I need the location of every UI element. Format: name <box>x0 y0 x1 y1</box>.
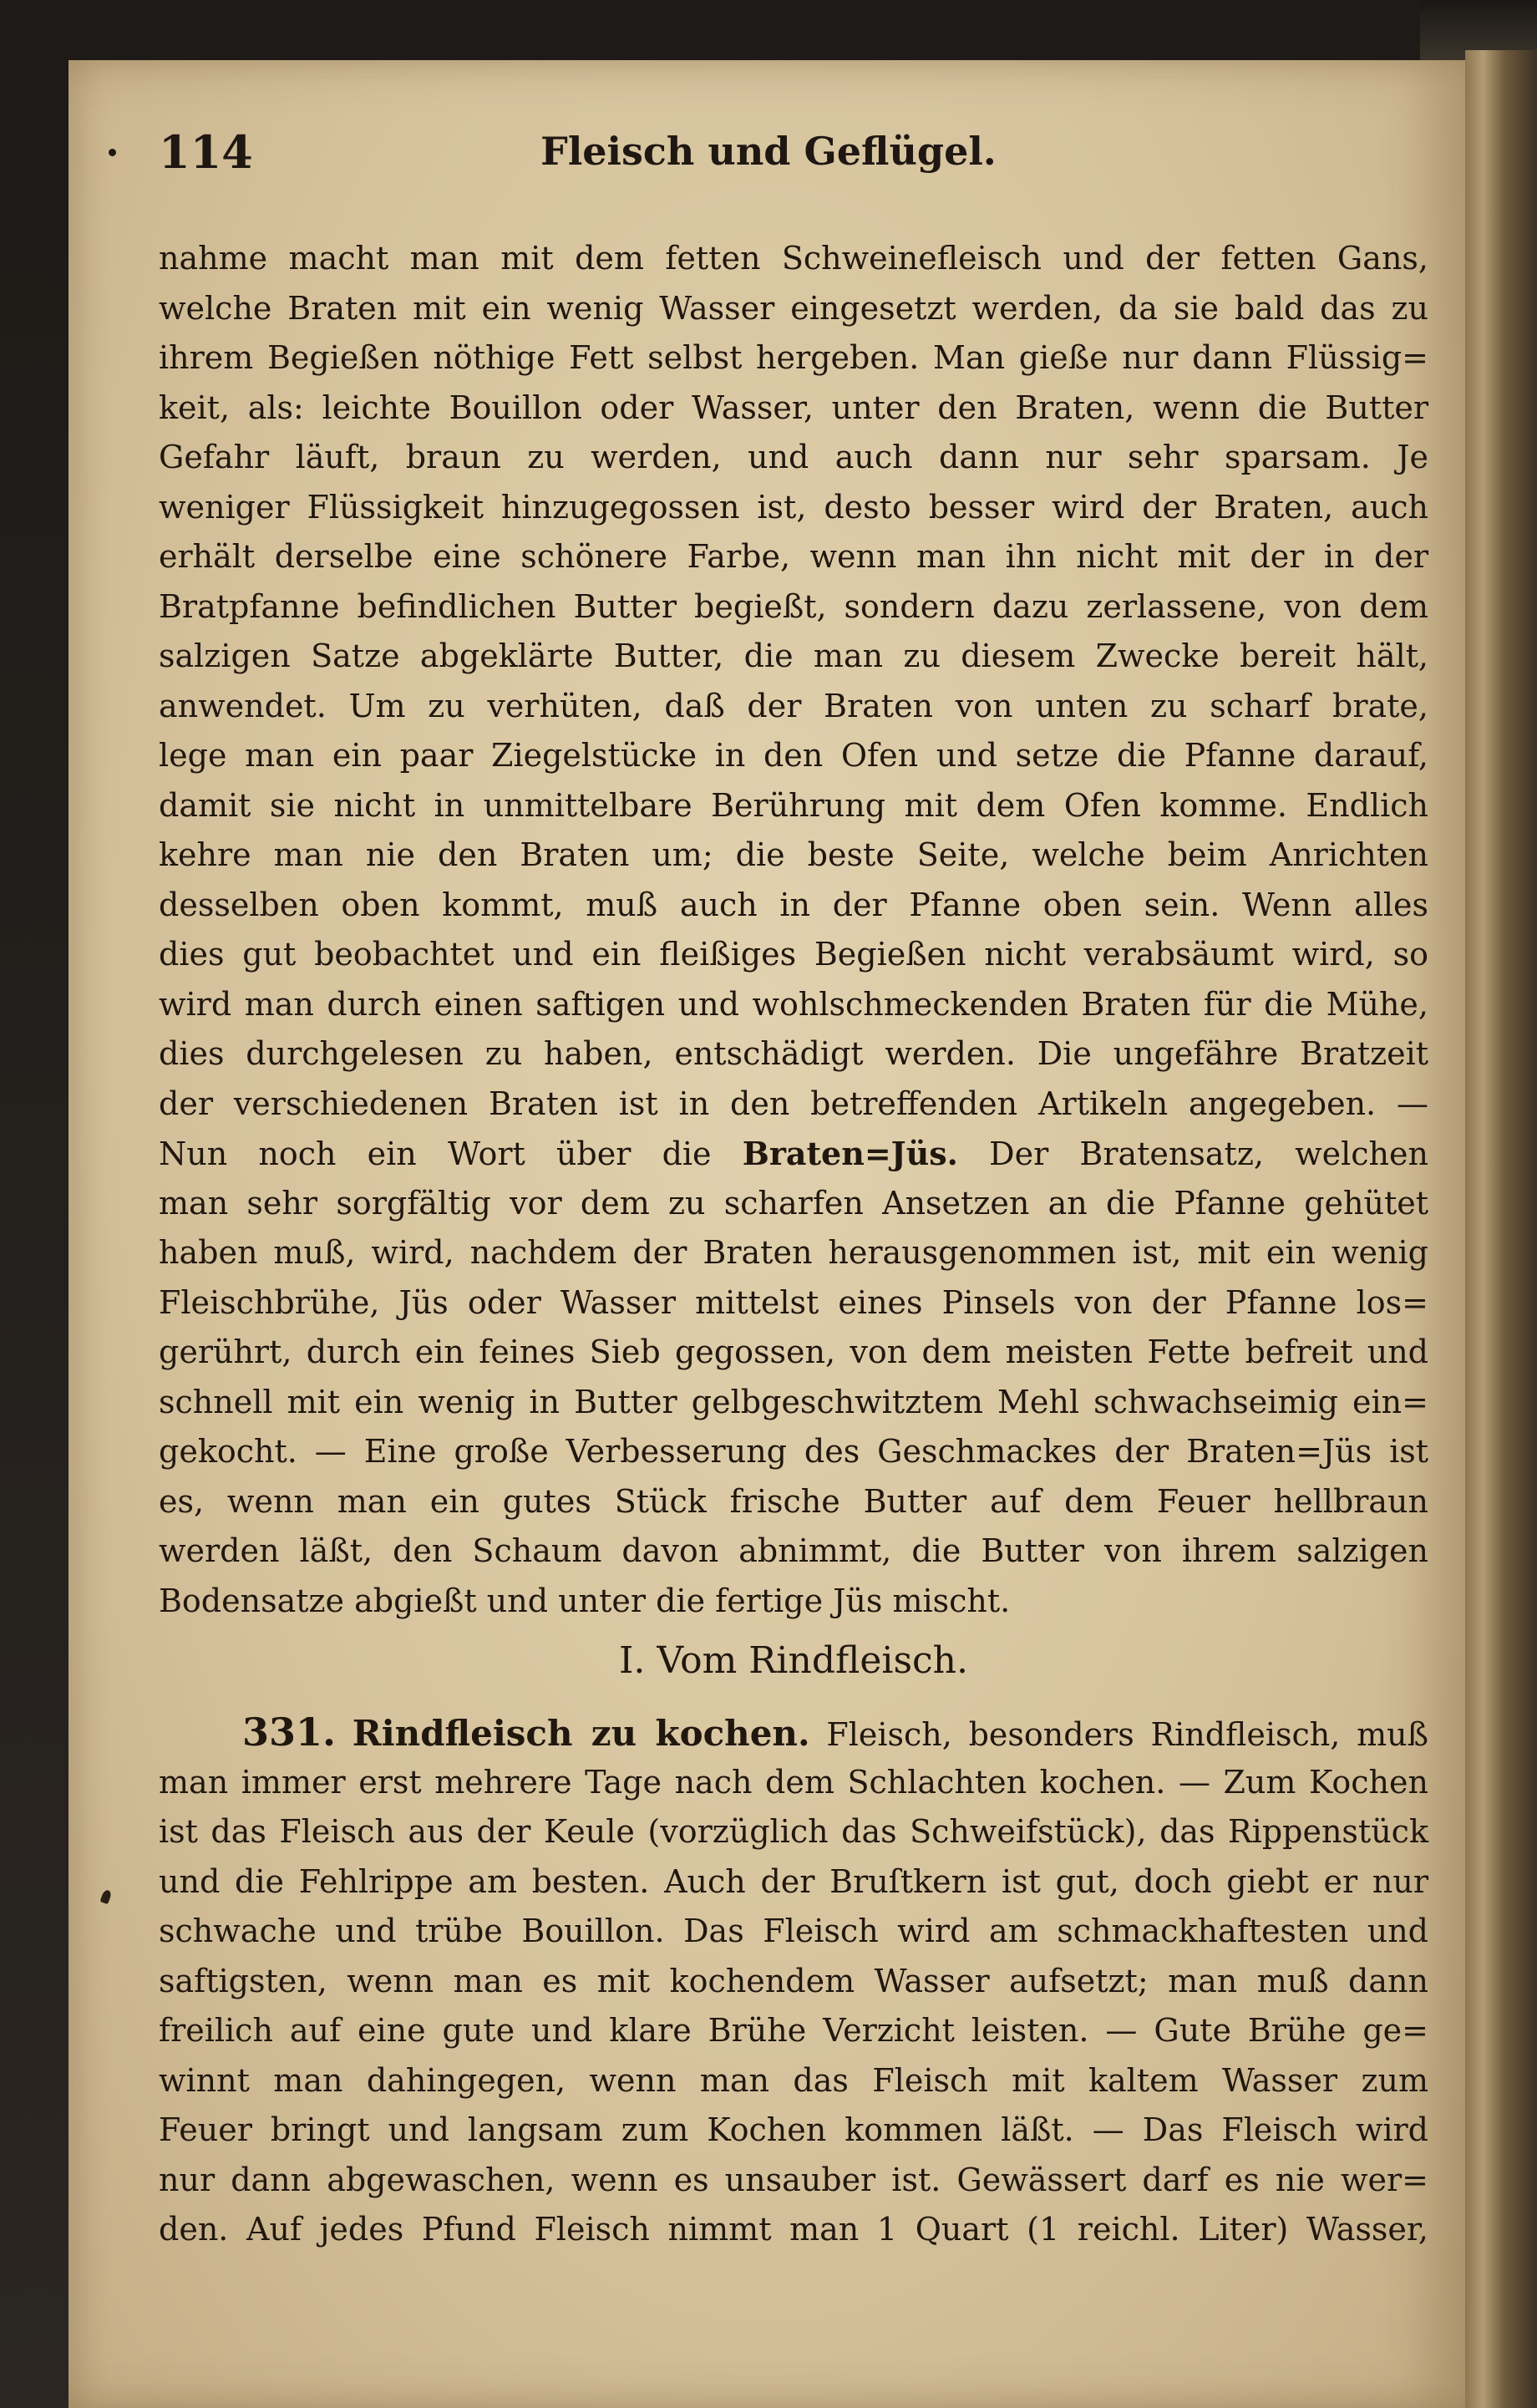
page-number: 114 <box>159 125 253 179</box>
text-line: keit, als: leichte Bouillon oder Wasser, unter den Braten, wenn die Butter <box>159 389 1428 426</box>
text-line: es, wenn man ein gutes Stück frische Butter auf dem Feuer hellbraun <box>159 1482 1428 1520</box>
text-line-jues <box>159 1129 1428 1179</box>
text-line: schnell mit ein wenig in Butter gelbgeschwitztem Mehl schwachseimig ein= <box>159 1383 1428 1420</box>
jues-term: Braten=Jüs. <box>742 1135 958 1172</box>
text-line: dies gut beobachtet und ein fleißiges Begießen nicht verabsäumt wird, so <box>159 936 1428 973</box>
jues-line-before: Nun noch ein Wort über die <box>159 1135 712 1172</box>
text-line: man immer erst mehrere Tage nach dem Schlachten kochen. — Zum Kochen <box>159 1763 1428 1801</box>
text-line: saftigsten, wenn man es mit kochendem Wasser aufsetzt; man muß dann <box>159 1962 1428 1999</box>
text-line: der verschiedenen Braten ist in den betreffenden Artikeln angegeben. — <box>159 1085 1428 1122</box>
page-header <box>159 125 1428 184</box>
body-text <box>159 234 1428 1626</box>
text-line: gekocht. — Eine große Verbesserung des Geschmackes der Braten=Jüs ist <box>159 1433 1428 1470</box>
section-heading: I. Vom Rindfleisch. <box>619 1639 968 1682</box>
book-page-edge <box>1465 50 1537 2408</box>
text-line: nur dann abgewaschen, wenn es unsauber ist. Gewässert darf es nie wer= <box>159 2161 1428 2198</box>
recipe-title: Rindfleisch zu kochen. <box>352 1713 810 1754</box>
text-line: weniger Flüssigkeit hinzugegossen ist, desto besser wird der Braten, auch <box>159 488 1428 526</box>
text-line: ihrem Begießen nöthige Fett selbst hergeben. Man gieße nur dann Flüssig= <box>159 339 1428 376</box>
text-line: Bodensatze abgießt und unter die fertige Jüs mischt. <box>159 1582 1011 1619</box>
text-line: kehre man nie den Braten um; die beste Seite, welche beim Anrichten <box>159 836 1428 873</box>
text-line: damit sie nicht in unmittelbare Berührung mit dem Ofen komme. Endlich <box>159 786 1428 824</box>
text-line: anwendet. Um zu verhüten, daß der Braten von unten zu scharf brate, <box>159 687 1428 724</box>
text-line: Fleischbrühe, Jüs oder Wasser mittelst eines Pinsels von der Pfanne los= <box>159 1283 1428 1321</box>
text-line: nahme macht man mit dem fetten Schweinefleisch und der fetten Gans, <box>159 240 1428 277</box>
text-line: den. Auf jedes Pfund Fleisch nimmt man 1 Quart (1 reichl. Liter) Wasser, <box>159 2211 1428 2248</box>
text-line: ist das Fleisch aus der Keule (vorzüglich das Schweifstück), das Rippenstück <box>159 1813 1428 1850</box>
text-line: werden läßt, den Schaum davon abnimmt, die Butter von ihrem salzigen <box>159 1532 1428 1569</box>
text-line: lege man ein paar Ziegelstücke in den Ofen und setze die Pfanne darauf, <box>159 737 1428 774</box>
jues-line-after: Der Bratensatz, welchen <box>989 1135 1428 1172</box>
recipe-heading-line <box>159 1708 1428 1758</box>
text-line: und die Fehlrippe am besten. Auch der Bruſtkern ist gut, doch giebt er nur <box>159 1862 1428 1900</box>
running-title: Fleisch und Geflügel. <box>540 129 997 174</box>
text-line: Bratpfanne befindlichen Butter begießt, sondern dazu zerlassene, von dem <box>159 587 1428 625</box>
text-line: erhält derselbe eine schönere Farbe, wenn man ihn nicht mit der in der <box>159 538 1428 575</box>
text-line: gerührt, durch ein feines Sieb gegossen, von dem meisten Fette befreit und <box>159 1334 1428 1370</box>
margin-dot <box>109 149 116 156</box>
text-line: welche Braten mit ein wenig Wasser eingesetzt werden, da sie bald das zu <box>159 289 1428 327</box>
text-line: man sehr sorgfältig vor dem zu scharfen Ansetzen an die Pfanne gehütet <box>159 1184 1428 1222</box>
text-line: Gefahr läuft, braun zu werden, und auch dann nur sehr sparsam. Je <box>159 439 1428 475</box>
text-line: salzigen Satze abgeklärte Butter, die man zu diesem Zwecke bereit hält, <box>159 638 1428 674</box>
recipe-331 <box>159 1708 1428 2255</box>
text-line: haben muß, wird, nachdem der Braten herausgenommen ist, mit ein wenig <box>159 1234 1428 1271</box>
text-line: Feuer bringt und langsam zum Kochen kommen läßt. — Das Fleisch wird <box>159 2111 1428 2148</box>
text-line: winnt man dahingegen, wenn man das Fleisch mit kaltem Wasser zum <box>159 2061 1428 2099</box>
text-line: wird man durch einen saftigen und wohlschmeckenden Braten für die Mühe, <box>159 985 1428 1023</box>
text-line: desselben oben kommt, muß auch in der Pfanne oben sein. Wenn alles <box>159 886 1428 923</box>
text-line: dies durchgelesen zu haben, entschädigt werden. Die ungefähre Bratzeit <box>159 1035 1428 1072</box>
text-line: freilich auf eine gute und klare Brühe Verzicht leisten. — Gute Brühe ge= <box>159 2012 1428 2049</box>
text-line: schwache und trübe Bouillon. Das Fleisch wird am schmackhaftesten und <box>159 1913 1428 1949</box>
recipe-first-line-text: Fleisch, besonders Rindfleisch, muß <box>826 1716 1428 1753</box>
recipe-number: 331. <box>242 1709 337 1755</box>
